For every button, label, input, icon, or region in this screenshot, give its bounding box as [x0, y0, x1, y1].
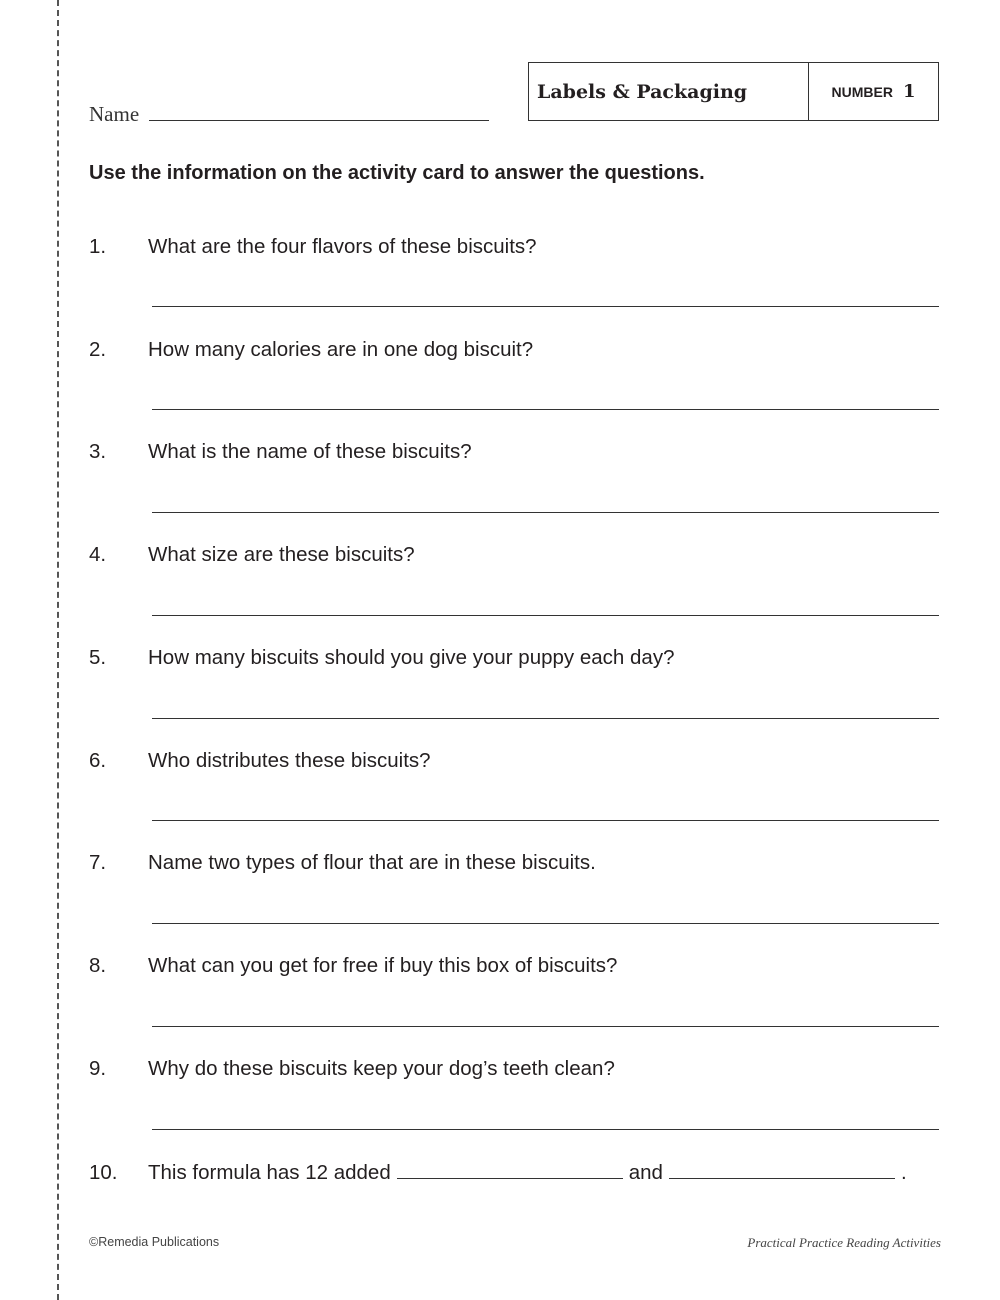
answer-line[interactable]: [152, 512, 939, 513]
answer-line[interactable]: [152, 409, 939, 410]
name-field: [89, 100, 489, 127]
answer-line[interactable]: [152, 306, 939, 307]
footer-series-title: Practical Practice Reading Activities: [747, 1235, 941, 1250]
fill-blank-1[interactable]: [397, 1160, 623, 1179]
answer-line[interactable]: [152, 923, 939, 924]
number-value: 1: [902, 81, 916, 102]
question: 3. What is the name of these biscuits?: [89, 440, 472, 463]
title-box: [528, 62, 939, 121]
number-label: NUMBER: [831, 83, 893, 100]
cut-line: [57, 0, 59, 1300]
footer-copyright: ©Remedia Publications: [89, 1235, 220, 1249]
question-10: 10. This formula has 12 added and .: [89, 1161, 907, 1184]
answer-line[interactable]: [152, 1026, 939, 1027]
question: 9. Why do these biscuits keep your dog’s teeth clean?: [89, 1057, 615, 1080]
name-label: Name: [89, 102, 140, 126]
name-blank[interactable]: [149, 100, 489, 121]
answer-line[interactable]: [152, 718, 939, 719]
question: 4. What size are these biscuits?: [89, 543, 415, 566]
instructions: Use the information on the activity card to answer the questions.: [89, 162, 705, 184]
answer-line[interactable]: [152, 615, 939, 616]
fill-blank-2[interactable]: [669, 1160, 895, 1179]
question: 8. What can you get for free if buy this box of biscuits?: [89, 954, 618, 977]
worksheet-title: Labels & Packaging: [529, 63, 809, 120]
question: 5. How many biscuits should you give your puppy each day?: [89, 646, 675, 669]
question: 1. What are the four flavors of these biscuits?: [89, 235, 537, 258]
question: 6. Who distributes these biscuits?: [89, 749, 431, 772]
answer-line[interactable]: [152, 1129, 939, 1130]
worksheet-number: [809, 63, 938, 120]
question: 2. How many calories are in one dog biscuit?: [89, 338, 534, 361]
answer-line[interactable]: [152, 820, 939, 821]
question: 7. Name two types of flour that are in these biscuits.: [89, 851, 596, 874]
